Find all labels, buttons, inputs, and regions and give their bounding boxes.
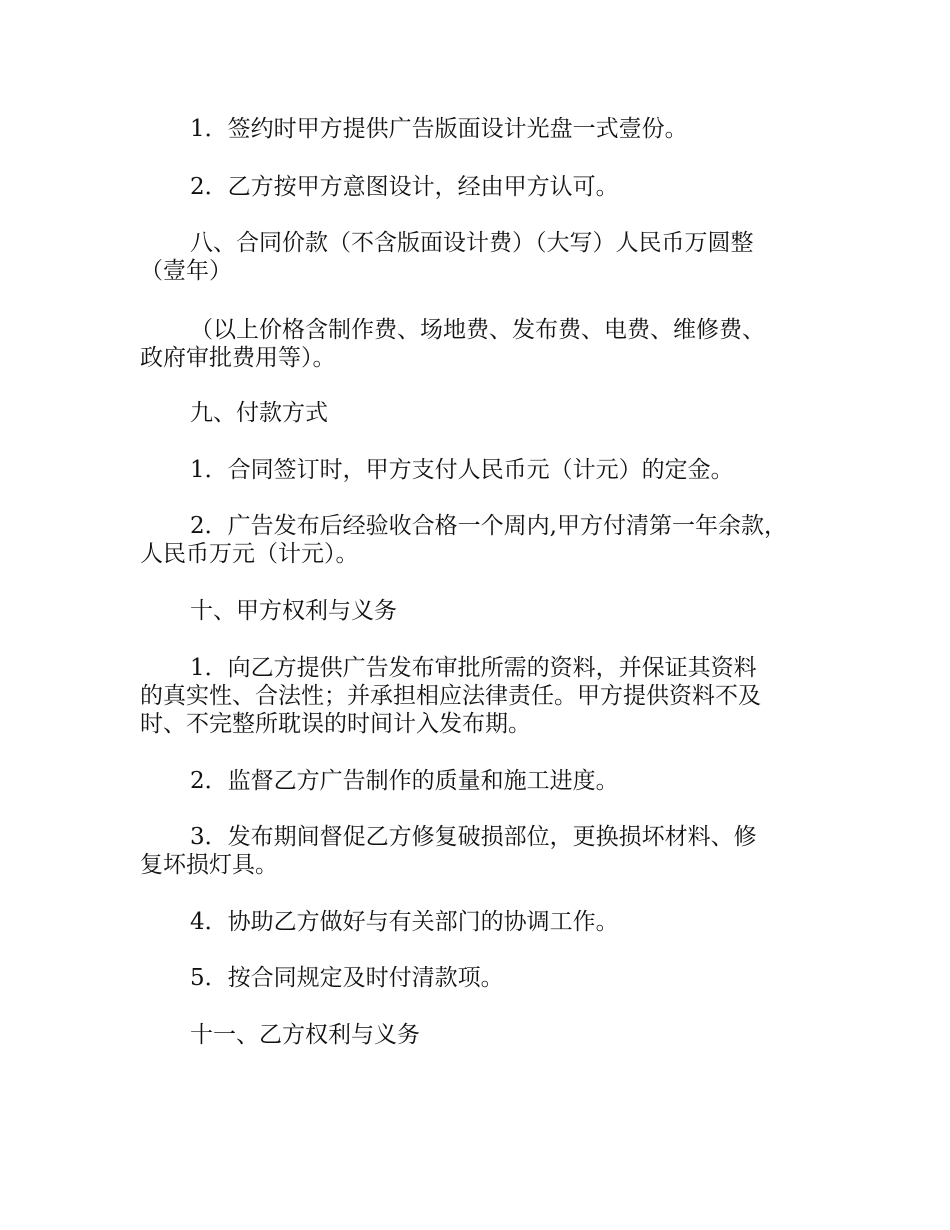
- clause-7-item-2: 2．乙方按甲方意图设计，经由甲方认可。: [190, 174, 619, 200]
- clause-8-heading-line-1: 八、合同价款（不含版面设计费）（大写）人民币万圆整: [190, 230, 754, 256]
- clause-10-item-3-line-2: 复坏损灯具。: [140, 852, 278, 878]
- clause-7-item-1: 1．签约时甲方提供广告版面设计光盘一式壹份。: [190, 116, 688, 142]
- clause-9-item-2-line-1: 2．广告发布后经验收合格一个周内,甲方付清第一年余款，: [190, 513, 787, 539]
- clause-9-item-1: 1．合同签订时，甲方支付人民币元（计元）的定金。: [190, 457, 734, 483]
- clause-10-item-3-line-1: 3．发布期间督促乙方修复破损部位，更换损坏材料、修: [190, 824, 757, 850]
- clause-10-item-1-line-1: 1．向乙方提供广告发布审批所需的资料，并保证其资料: [190, 655, 757, 681]
- clause-8-heading-line-2: （壹年）: [140, 258, 232, 284]
- clause-10-heading: 十、甲方权利与义务: [190, 598, 397, 624]
- clause-10-item-4: 4．协助乙方做好与有关部门的协调工作。: [190, 909, 619, 935]
- clause-10-item-1-line-3: 时、不完整所耽误的时间计入发布期。: [140, 711, 531, 737]
- clause-9-heading: 九、付款方式: [190, 400, 328, 426]
- clause-10-item-1-line-2: 的真实性、合法性；并承担相应法律责任。甲方提供资料不及: [140, 683, 761, 709]
- clause-11-heading: 十一、乙方权利与义务: [190, 1022, 420, 1048]
- clause-9-item-2-line-2: 人民币万元（计元）。: [140, 541, 359, 567]
- clause-8-note-line-2: 政府审批费用等）。: [140, 345, 336, 371]
- clause-10-item-5: 5．按合同规定及时付清款项。: [190, 965, 504, 991]
- clause-8-note-line-1: （以上价格含制作费、场地费、发布费、电费、维修费、: [190, 317, 765, 343]
- clause-10-item-2: 2．监督乙方广告制作的质量和施工进度。: [190, 768, 619, 794]
